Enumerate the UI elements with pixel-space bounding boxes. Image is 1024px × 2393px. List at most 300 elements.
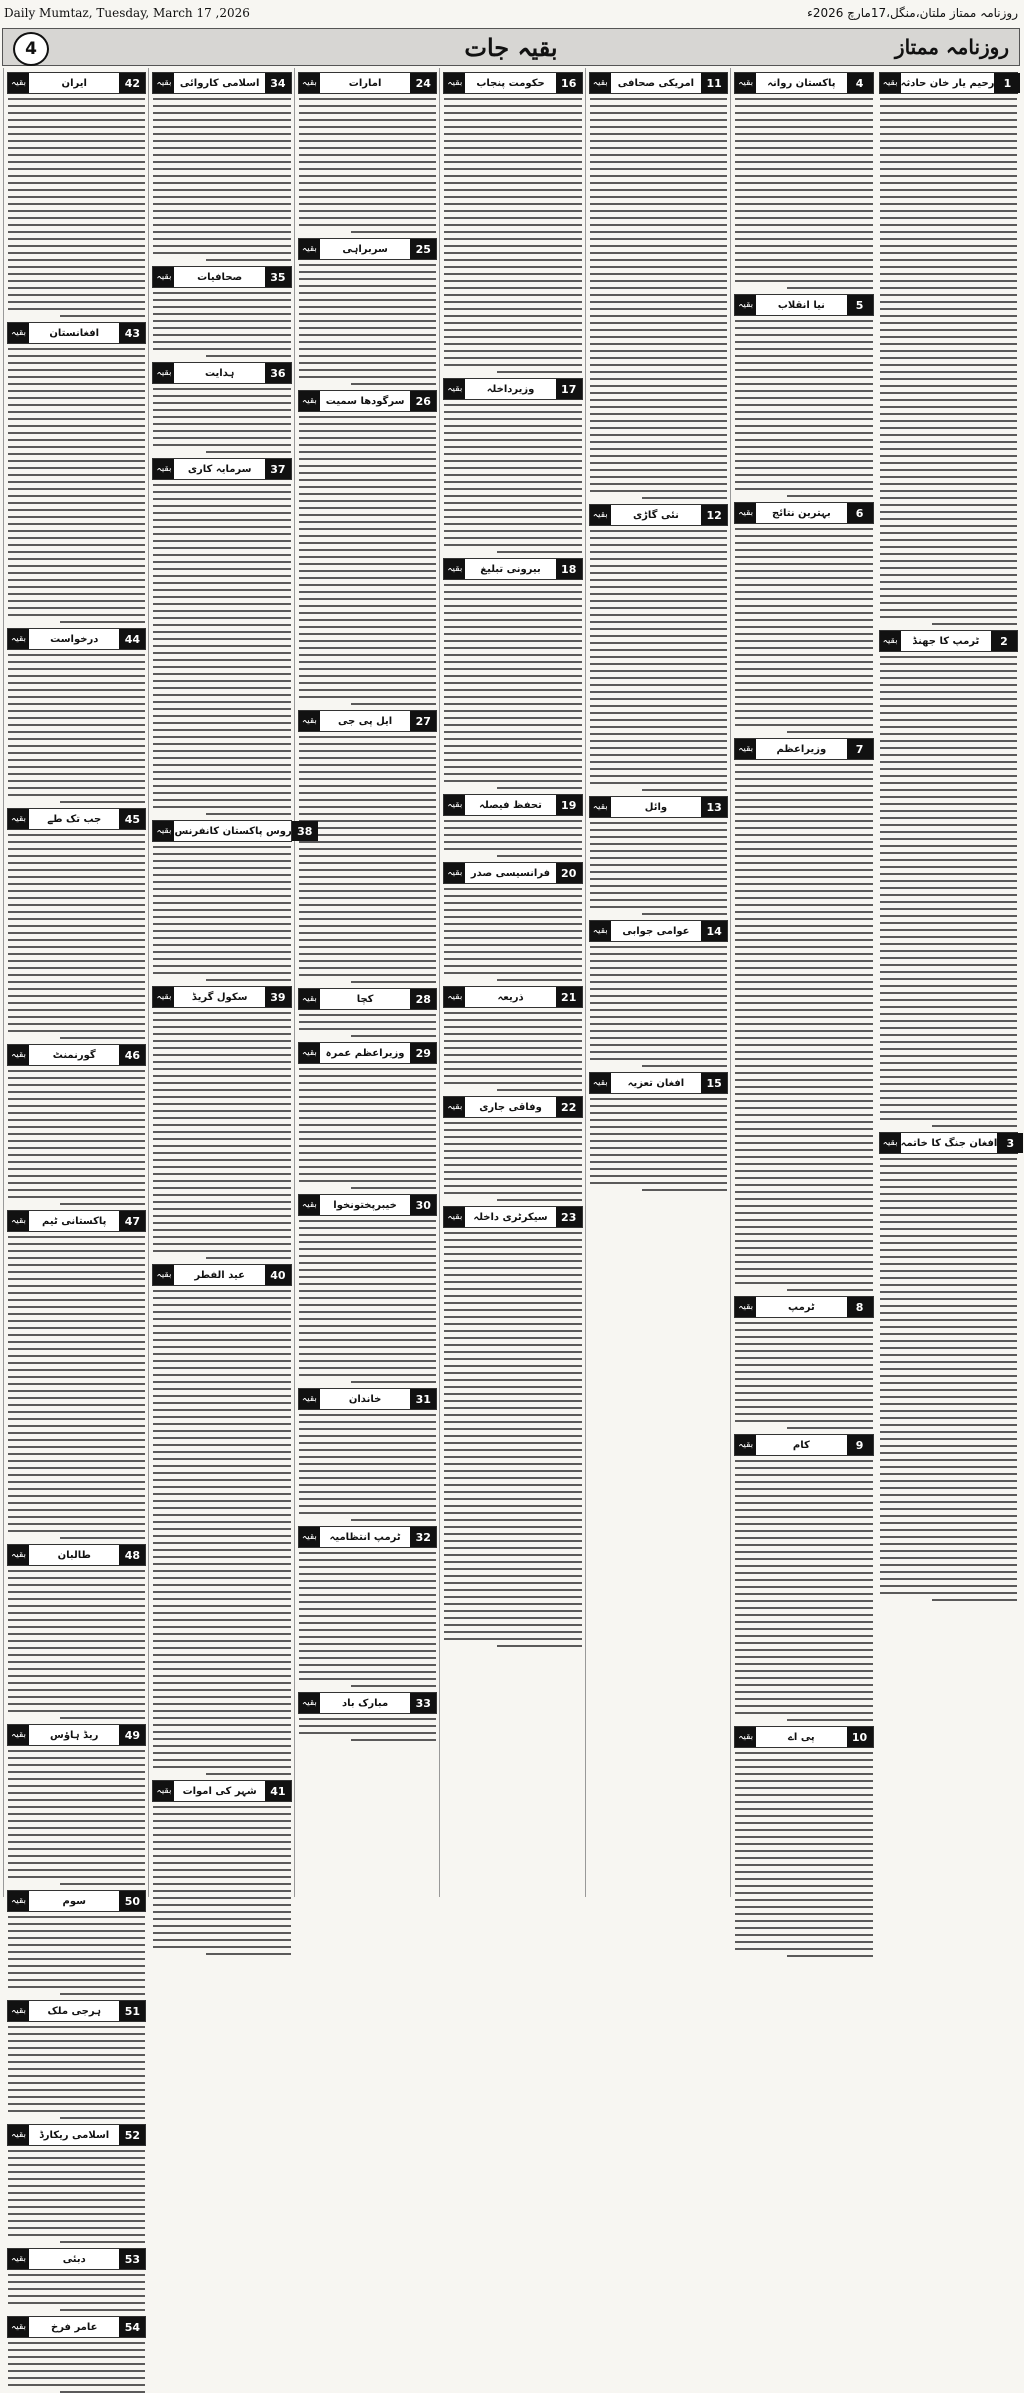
continued-tag: بقیہ: [8, 1545, 29, 1565]
text-line: [880, 371, 1017, 373]
text-line: [299, 1629, 436, 1631]
continuation-title: بہترین نتائج: [772, 507, 831, 519]
text-line: [153, 1304, 290, 1306]
text-line: [880, 782, 1017, 784]
text-line: [735, 981, 872, 983]
text-line: [590, 946, 727, 948]
text-line: [880, 761, 1017, 763]
text-line: [8, 1923, 145, 1925]
text-line: [8, 668, 145, 670]
text-line: [735, 960, 872, 962]
text-line: [735, 1086, 872, 1088]
text-line: [153, 1381, 290, 1383]
text-line: [880, 140, 1017, 142]
text-line: [735, 390, 872, 392]
continuation-number: 41: [265, 1781, 291, 1801]
section-title: بقیہ جات: [464, 33, 558, 62]
text-line: [153, 1353, 290, 1355]
text-line: [299, 640, 436, 642]
text-line: [299, 1353, 436, 1355]
text-line: [351, 231, 436, 233]
text-line: [299, 1414, 436, 1416]
text-line: [735, 869, 872, 871]
text-line: [444, 1610, 581, 1612]
text-line: [880, 350, 1017, 352]
text-line: [735, 1572, 872, 1574]
body-text: [298, 264, 437, 385]
text-line: [8, 995, 145, 997]
continuation-number: 53: [119, 2249, 145, 2269]
text-line: [153, 1542, 290, 1544]
text-line: [590, 238, 727, 240]
text-line: [880, 978, 1017, 980]
text-line: [880, 301, 1017, 303]
text-line: [153, 1939, 290, 1941]
text-line: [8, 1530, 145, 1532]
text-line: [880, 1097, 1017, 1099]
text-line: [880, 518, 1017, 520]
text-line: [735, 161, 872, 163]
text-line: [8, 2356, 145, 2358]
text-line: [8, 974, 145, 976]
text-line: [8, 1612, 145, 1614]
continuation-block: [298, 1042, 437, 1189]
text-line: [153, 1201, 290, 1203]
text-line: [735, 946, 872, 948]
text-line: [8, 1002, 145, 1004]
text-line: [590, 329, 727, 331]
text-line: [880, 504, 1017, 506]
continuation-number: 46: [119, 1045, 145, 1065]
text-line: [735, 1135, 872, 1137]
column-6: [148, 68, 313, 1897]
text-line: [444, 944, 581, 946]
text-line: [299, 1636, 436, 1638]
text-line: [880, 1424, 1017, 1426]
continuation-title: پی اے: [788, 1731, 815, 1743]
text-line: [444, 224, 581, 226]
text-line: [8, 2150, 145, 2152]
text-line: [590, 551, 727, 553]
continuation-heading: [589, 1072, 728, 1094]
continuation-heading: [7, 1044, 146, 1066]
text-line: [299, 925, 436, 927]
text-line: [299, 168, 436, 170]
text-line: [880, 1340, 1017, 1342]
text-line: [153, 423, 290, 425]
text-line: [590, 308, 727, 310]
text-line: [8, 544, 145, 546]
text-line: [206, 1773, 291, 1775]
text-line: [153, 846, 290, 848]
text-line: [444, 930, 581, 932]
text-line: [8, 1916, 145, 1918]
text-line: [880, 1249, 1017, 1251]
text-line: [735, 1100, 872, 1102]
text-line: [880, 705, 1017, 707]
continuation-number: 13: [701, 797, 727, 817]
text-line: [8, 1070, 145, 1072]
text-line: [590, 857, 727, 859]
text-line: [8, 2377, 145, 2379]
continuation-block: [298, 1526, 437, 1687]
text-line: [8, 2110, 145, 2112]
text-line: [787, 1955, 872, 1957]
continuation-title: ٹرمپ انتظامیہ: [329, 1531, 401, 1543]
text-line: [8, 1023, 145, 1025]
continuation-title: کچا: [356, 993, 374, 1005]
continued-tag: بقیہ: [299, 1693, 320, 1713]
text-line: [206, 979, 291, 981]
text-line: [8, 474, 145, 476]
text-line: [735, 252, 872, 254]
text-line: [153, 1841, 290, 1843]
text-line: [153, 491, 290, 493]
text-line: [444, 1232, 581, 1234]
text-line: [299, 1241, 436, 1243]
text-line: [880, 469, 1017, 471]
text-line: [299, 883, 436, 885]
text-line: [444, 724, 581, 726]
continuation-title: مبارک باد: [342, 1697, 389, 1709]
continuation-number: 3: [997, 1133, 1023, 1153]
continuation-block: [298, 238, 437, 385]
text-line: [8, 112, 145, 114]
continued-tag: بقیہ: [153, 821, 174, 841]
body-text: [7, 98, 146, 317]
text-line: [8, 1958, 145, 1960]
text-line: [8, 946, 145, 948]
text-line: [880, 887, 1017, 889]
text-line: [444, 717, 581, 719]
continuation-heading: [734, 1726, 873, 1748]
text-line: [8, 1930, 145, 1932]
text-line: [153, 1876, 290, 1878]
text-line: [590, 280, 727, 282]
continuation-title: سوم: [62, 1895, 86, 1907]
text-line: [590, 761, 727, 763]
text-line: [444, 1414, 581, 1416]
continuation-title: روس پاکستان کانفرنس: [174, 825, 292, 837]
continuation-number: 25: [410, 239, 436, 259]
text-line: [153, 505, 290, 507]
text-line: [444, 1358, 581, 1360]
text-line: [444, 738, 581, 740]
text-line: [299, 1449, 436, 1451]
continuation-block: [7, 72, 146, 317]
text-line: [444, 1239, 581, 1241]
text-line: [153, 245, 290, 247]
text-line: [444, 1547, 581, 1549]
continued-tag: بقیہ: [299, 1195, 320, 1215]
text-line: [8, 1432, 145, 1434]
continuation-number: 45: [119, 809, 145, 829]
text-line: [735, 259, 872, 261]
text-line: [444, 1624, 581, 1626]
text-line: [880, 663, 1017, 665]
text-line: [590, 572, 727, 574]
text-line: [8, 848, 145, 850]
text-line: [444, 1295, 581, 1297]
body-text: [298, 736, 437, 983]
continuation-title: وزیراعظم: [776, 743, 827, 755]
text-line: [153, 1626, 290, 1628]
text-line: [444, 530, 581, 532]
text-line: [444, 605, 581, 607]
text-line: [8, 154, 145, 156]
text-line: [8, 1016, 145, 1018]
text-line: [153, 673, 290, 675]
text-line: [735, 883, 872, 885]
text-line: [8, 362, 145, 364]
continuation-number: 52: [119, 2125, 145, 2145]
text-line: [8, 593, 145, 595]
text-line: [8, 1404, 145, 1406]
text-line: [8, 883, 145, 885]
text-line: [880, 1034, 1017, 1036]
text-line: [880, 385, 1017, 387]
text-line: [153, 1019, 290, 1021]
text-line: [299, 577, 436, 579]
text-line: [880, 196, 1017, 198]
column-7: [3, 68, 149, 2334]
text-line: [735, 1233, 872, 1235]
continued-tag: بقیہ: [880, 1133, 901, 1153]
text-line: [735, 224, 872, 226]
text-line: [299, 806, 436, 808]
text-line: [153, 1946, 290, 1948]
continuation-number: 38: [292, 821, 318, 841]
text-line: [880, 462, 1017, 464]
continuation-title: دبئی: [62, 2253, 86, 2265]
text-line: [880, 245, 1017, 247]
text-line: [880, 1452, 1017, 1454]
text-line: [153, 1890, 290, 1892]
text-line: [8, 572, 145, 574]
text-line: [153, 1598, 290, 1600]
text-line: [735, 1684, 872, 1686]
continuation-heading: [7, 2000, 146, 2022]
text-line: [880, 1508, 1017, 1510]
text-line: [880, 560, 1017, 562]
text-line: [153, 909, 290, 911]
text-line: [153, 1033, 290, 1035]
text-line: [497, 371, 582, 373]
continuation-number: 4: [847, 73, 873, 93]
text-line: [590, 1044, 727, 1046]
text-line: [299, 327, 436, 329]
text-line: [299, 570, 436, 572]
body-text: [589, 1098, 728, 1191]
text-line: [497, 1645, 582, 1647]
continued-tag: بقیہ: [8, 2001, 29, 2021]
text-line: [8, 1411, 145, 1413]
text-line: [735, 689, 872, 691]
text-line: [299, 182, 436, 184]
text-line: [590, 175, 727, 177]
continued-tag: بقیہ: [8, 809, 29, 829]
text-line: [299, 1339, 436, 1341]
continued-tag: بقیہ: [299, 711, 320, 731]
text-line: [8, 1264, 145, 1266]
text-line: [299, 1159, 436, 1161]
text-line: [153, 224, 290, 226]
text-line: [590, 906, 727, 908]
body-text: [734, 764, 873, 1291]
text-line: [8, 2234, 145, 2236]
text-line: [880, 908, 1017, 910]
text-line: [444, 1456, 581, 1458]
text-line: [590, 607, 727, 609]
text-line: [351, 1187, 436, 1189]
text-line: [153, 1290, 290, 1292]
text-line: [735, 876, 872, 878]
text-line: [444, 1061, 581, 1063]
continuation-block: [152, 1780, 291, 1955]
text-line: [8, 308, 145, 310]
continued-tag: بقیہ: [153, 1265, 174, 1285]
continuation-title: وزیرداخلہ: [486, 383, 535, 395]
text-line: [880, 1055, 1017, 1057]
text-line: [590, 698, 727, 700]
text-line: [590, 378, 727, 380]
text-line: [735, 1282, 872, 1284]
text-line: [8, 1855, 145, 1857]
text-line: [735, 98, 872, 100]
text-line: [153, 1486, 290, 1488]
text-line: [590, 399, 727, 401]
text-line: [8, 1285, 145, 1287]
text-line: [880, 957, 1017, 959]
text-line: [153, 1047, 290, 1049]
text-line: [8, 348, 145, 350]
text-line: [880, 476, 1017, 478]
text-line: [880, 768, 1017, 770]
continuation-title: ریڈ ہاؤس: [50, 1729, 99, 1741]
body-text: [734, 1752, 873, 1957]
text-line: [590, 336, 727, 338]
continuation-title: وفاقی جاری: [479, 1101, 542, 1113]
text-line: [590, 1105, 727, 1107]
text-line: [444, 1344, 581, 1346]
text-line: [735, 619, 872, 621]
text-line: [8, 2033, 145, 2035]
continuation-heading: [298, 1194, 437, 1216]
text-line: [299, 1276, 436, 1278]
continuation-title: افغان تعزیہ: [627, 1077, 685, 1089]
text-line: [444, 154, 581, 156]
text-line: [153, 1131, 290, 1133]
text-line: [735, 1502, 872, 1504]
text-line: [299, 1173, 436, 1175]
text-line: [590, 385, 727, 387]
text-line: [153, 958, 290, 960]
text-line: [153, 140, 290, 142]
text-line: [590, 441, 727, 443]
text-line: [8, 752, 145, 754]
text-line: [153, 930, 290, 932]
continuation-heading: [443, 986, 582, 1008]
text-line: [153, 1549, 290, 1551]
text-line: [735, 1322, 872, 1324]
body-text: [298, 1414, 437, 1521]
continuation-number: 7: [847, 739, 873, 759]
continuation-heading: [7, 628, 146, 650]
text-line: [880, 189, 1017, 191]
text-line: [153, 348, 290, 350]
text-line: [8, 1944, 145, 1946]
text-line: [880, 1333, 1017, 1335]
text-line: [299, 1234, 436, 1236]
continuation-number: 19: [556, 795, 582, 815]
text-line: [880, 329, 1017, 331]
text-line: [735, 806, 872, 808]
text-line: [153, 666, 290, 668]
text-line: [444, 1491, 581, 1493]
text-line: [8, 1250, 145, 1252]
continuation-number: 36: [265, 363, 291, 383]
text-line: [590, 1154, 727, 1156]
text-line: [880, 1090, 1017, 1092]
text-line: [8, 551, 145, 553]
text-line: [299, 1089, 436, 1091]
text-line: [444, 1330, 581, 1332]
text-line: [735, 668, 872, 670]
text-line: [8, 147, 145, 149]
text-line: [153, 1827, 290, 1829]
text-line: [153, 126, 290, 128]
text-line: [153, 624, 290, 626]
continuation-heading: [298, 988, 437, 1010]
text-line: [590, 476, 727, 478]
text-line: [787, 495, 872, 497]
continued-tag: بقیہ: [735, 1727, 756, 1747]
text-line: [642, 1065, 727, 1067]
text-line: [8, 1376, 145, 1378]
text-line: [8, 654, 145, 656]
body-text: [589, 530, 728, 791]
text-line: [880, 490, 1017, 492]
text-line: [444, 1337, 581, 1339]
body-text: [443, 584, 582, 789]
text-line: [299, 1643, 436, 1645]
continued-tag: بقیہ: [880, 73, 901, 93]
text-line: [8, 1355, 145, 1357]
text-line: [735, 1481, 872, 1483]
column-1: [876, 68, 1021, 1897]
text-line: [735, 1336, 872, 1338]
text-line: [880, 719, 1017, 721]
text-line: [735, 1892, 872, 1894]
text-line: [880, 1069, 1017, 1071]
text-line: [8, 787, 145, 789]
column-2: [730, 68, 876, 1897]
continuation-heading: [589, 72, 728, 94]
body-text: [443, 98, 582, 373]
continuation-title: تحفظ فیصلہ: [479, 799, 542, 811]
text-line: [444, 902, 581, 904]
text-line: [590, 1058, 727, 1060]
text-line: [153, 631, 290, 633]
text-line: [153, 1215, 290, 1217]
text-line: [735, 397, 872, 399]
text-line: [735, 710, 872, 712]
body-text: [443, 888, 582, 981]
text-line: [8, 439, 145, 441]
text-line: [590, 350, 727, 352]
continuation-title: اسلامی ریکارڈ: [39, 2129, 110, 2141]
text-line: [299, 647, 436, 649]
